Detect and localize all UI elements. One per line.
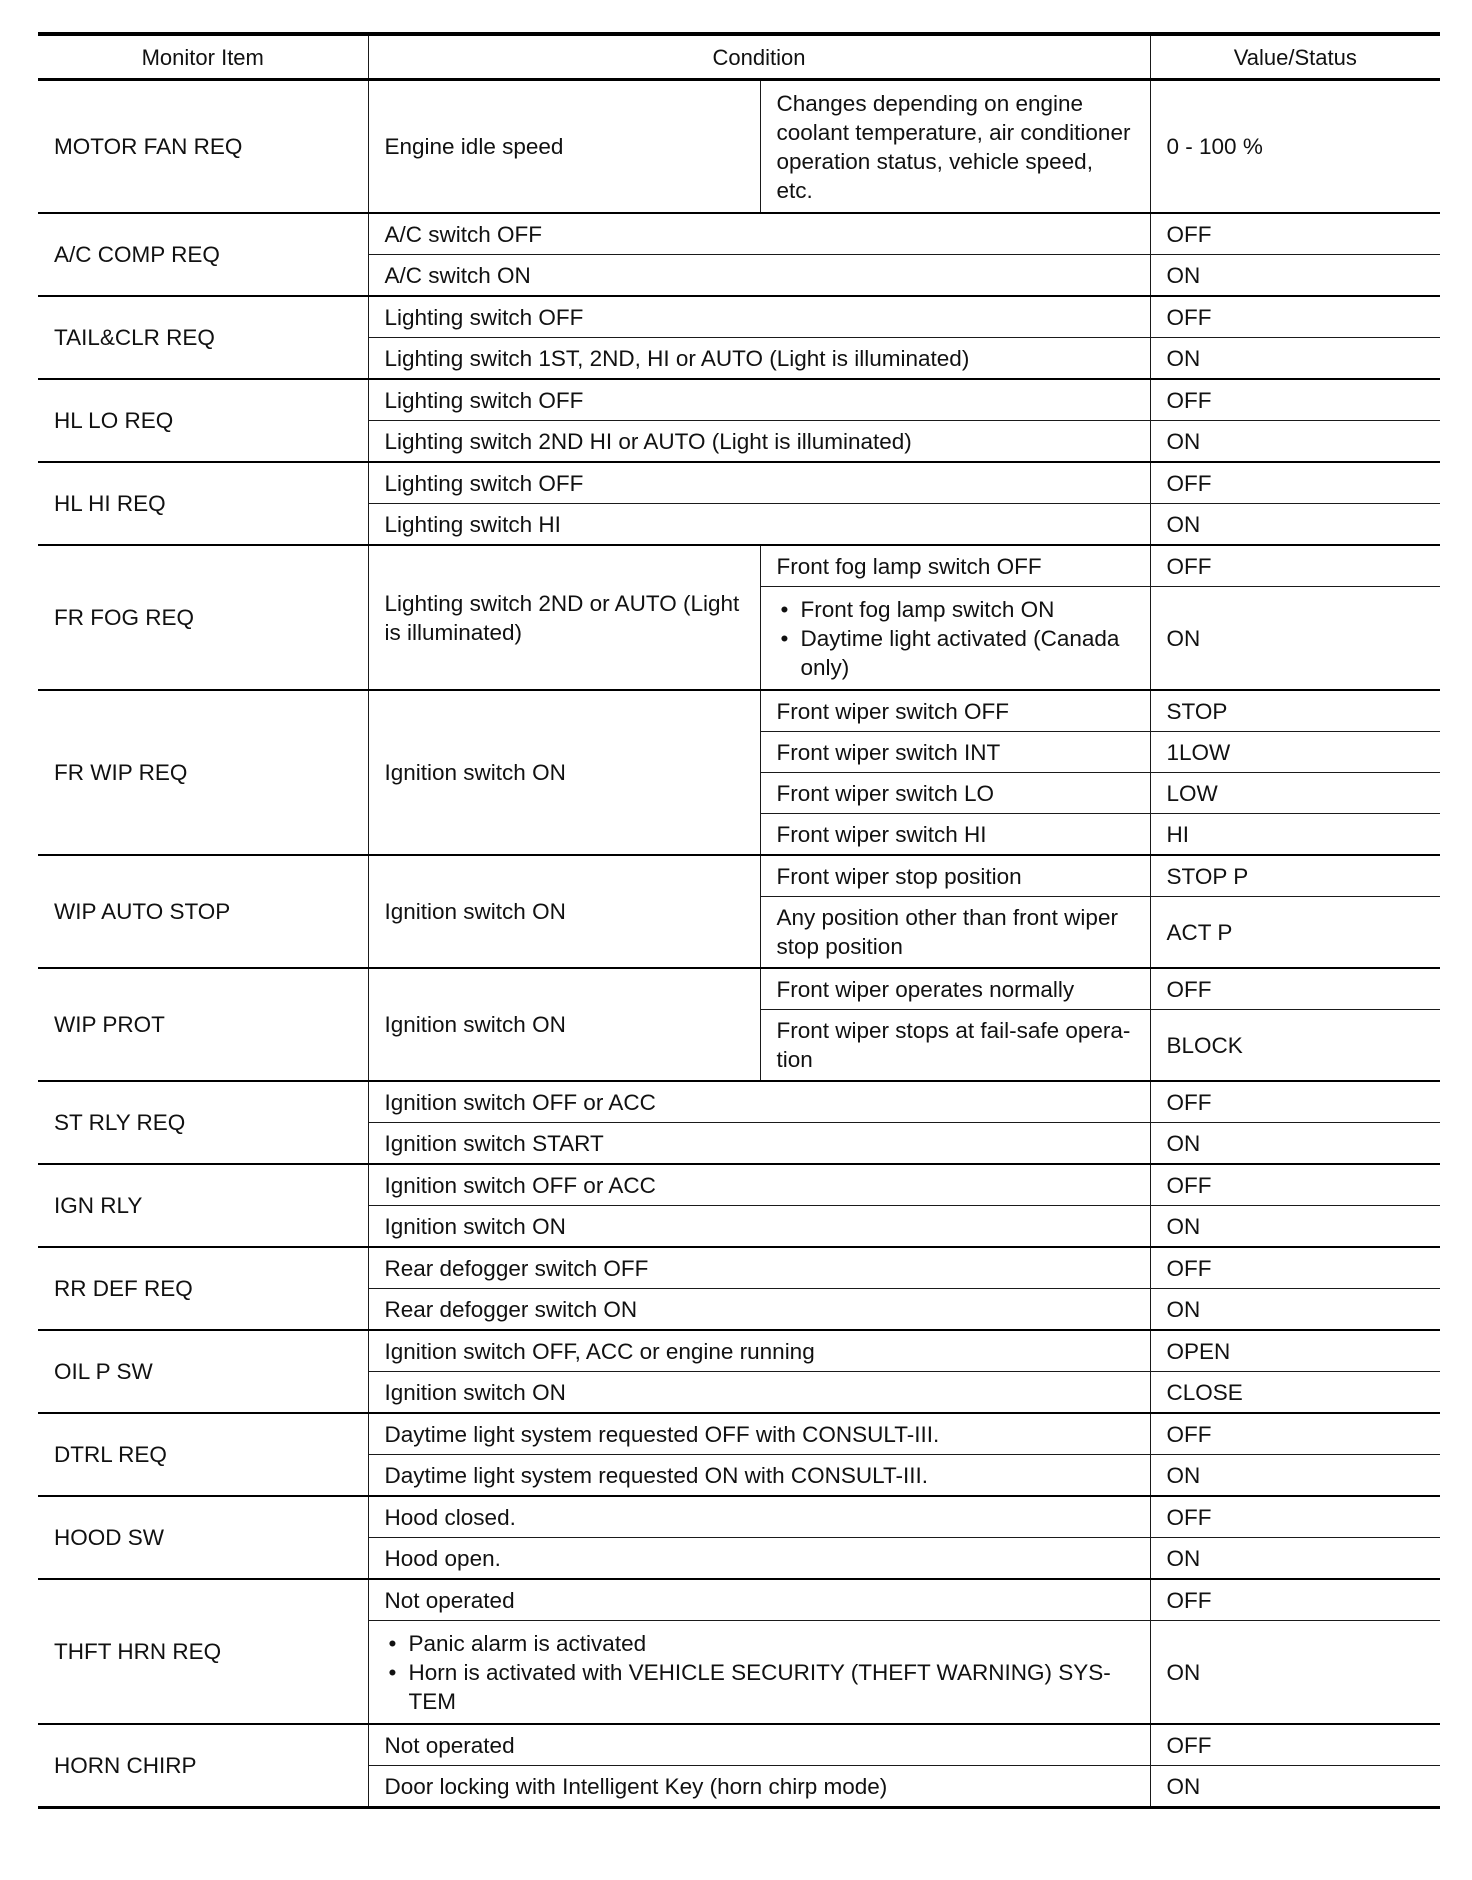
condition-cell: Ignition switch ON — [368, 968, 760, 1081]
value-cell: ON — [1150, 1206, 1440, 1248]
value-cell: CLOSE — [1150, 1372, 1440, 1414]
value-cell: STOP — [1150, 690, 1440, 732]
condition-cell: Hood closed. — [368, 1496, 1150, 1538]
value-cell: OFF — [1150, 296, 1440, 338]
table-row — [38, 80, 1440, 214]
condition-cell: Door locking with Intelligent Key (horn chirp mode) — [368, 1766, 1150, 1808]
header-condition: Condition — [368, 34, 1150, 80]
bullet-item: • Panic alarm is activated — [385, 1629, 1134, 1658]
value-cell: ON — [1150, 587, 1440, 691]
condition-cell: Lighting switch OFF — [368, 296, 1150, 338]
monitor-item-cell: WIP AUTO STOP — [38, 855, 368, 968]
condition-cell: Lighting switch OFF — [368, 379, 1150, 421]
table-row — [38, 1413, 1440, 1455]
value-cell: OFF — [1150, 1247, 1440, 1289]
value-cell: OFF — [1150, 545, 1440, 587]
condition-cell: Lighting switch 2ND HI or AUTO (Light is illuminated) — [368, 421, 1150, 463]
header-value-status: Value/Status — [1150, 34, 1440, 80]
value-cell: HI — [1150, 814, 1440, 856]
table-row — [38, 1330, 1440, 1372]
value-cell: OFF — [1150, 968, 1440, 1010]
monitor-item-cell: OIL P SW — [38, 1330, 368, 1413]
table-row — [38, 1496, 1440, 1538]
condition-cell: Lighting switch OFF — [368, 462, 1150, 504]
value-cell: ON — [1150, 1123, 1440, 1165]
condition-cell: Ignition switch OFF or ACC — [368, 1164, 1150, 1206]
condition-cell: Not operated — [368, 1724, 1150, 1766]
monitor-item-cell: RR DEF REQ — [38, 1247, 368, 1330]
condition-cell — [368, 1621, 1150, 1725]
table-row — [38, 379, 1440, 421]
sub-condition-cell — [760, 587, 1150, 691]
value-cell: LOW — [1150, 773, 1440, 814]
monitor-item-cell: A/C COMP REQ — [38, 213, 368, 296]
table-row — [38, 1164, 1440, 1206]
monitor-item-cell: HOOD SW — [38, 1496, 368, 1579]
condition-cell: Ignition switch ON — [368, 690, 760, 855]
table-row — [38, 968, 1440, 1010]
sub-condition-cell: Front wiper switch HI — [760, 814, 1150, 856]
table-row — [38, 1081, 1440, 1123]
value-cell: ACT P — [1150, 897, 1440, 969]
header-monitor-item: Monitor Item — [38, 34, 368, 80]
table-row — [38, 545, 1440, 587]
condition-cell: Rear defogger switch OFF — [368, 1247, 1150, 1289]
table-row — [38, 1579, 1440, 1621]
sub-condition-cell: Front wiper switch LO — [760, 773, 1150, 814]
value-cell: ON — [1150, 1289, 1440, 1331]
condition-cell: Engine idle speed — [368, 80, 760, 214]
value-cell: OFF — [1150, 1081, 1440, 1123]
sub-condition-cell: Front wiper switch INT — [760, 732, 1150, 773]
bullet-item: • Front fog lamp switch ON — [777, 595, 1134, 624]
sub-condition-cell: Front wiper operates normally — [760, 968, 1150, 1010]
monitor-item-cell: HORN CHIRP — [38, 1724, 368, 1808]
condition-cell: Daytime light system requested OFF with CONSULT-III. — [368, 1413, 1150, 1455]
value-cell: OFF — [1150, 1579, 1440, 1621]
condition-cell: Lighting switch HI — [368, 504, 1150, 546]
value-cell: OFF — [1150, 213, 1440, 255]
monitor-item-cell: FR WIP REQ — [38, 690, 368, 855]
condition-cell: Hood open. — [368, 1538, 1150, 1580]
bullet-item: • Daytime light activated (Canada only) — [777, 624, 1134, 682]
condition-cell: Rear defogger switch ON — [368, 1289, 1150, 1331]
sub-condition-cell: Changes depending on engine coolant temperature, air conditioner operation status, vehicle speed, etc. — [760, 80, 1150, 214]
value-cell: OPEN — [1150, 1330, 1440, 1372]
value-cell: OFF — [1150, 1496, 1440, 1538]
monitor-item-table — [38, 32, 1440, 1809]
value-cell: OFF — [1150, 1724, 1440, 1766]
condition-cell: Not operated — [368, 1579, 1150, 1621]
condition-cell: Lighting switch 1ST, 2ND, HI or AUTO (Light is illuminated) — [368, 338, 1150, 380]
condition-cell: A/C switch ON — [368, 255, 1150, 297]
condition-cell: Daytime light system requested ON with CONSULT-III. — [368, 1455, 1150, 1497]
value-cell: ON — [1150, 421, 1440, 463]
monitor-item-cell: MOTOR FAN REQ — [38, 80, 368, 214]
value-cell: OFF — [1150, 462, 1440, 504]
monitor-item-cell: DTRL REQ — [38, 1413, 368, 1496]
value-cell: 1LOW — [1150, 732, 1440, 773]
table-row — [38, 1247, 1440, 1289]
table-row — [38, 213, 1440, 255]
table-row — [38, 296, 1440, 338]
value-cell: ON — [1150, 255, 1440, 297]
monitor-item-cell: WIP PROT — [38, 968, 368, 1081]
sub-condition-cell: Front wiper stops at fail-safe opera-tion — [760, 1010, 1150, 1082]
sub-condition-cell: Any position other than front wiper stop position — [760, 897, 1150, 969]
table-row — [38, 855, 1440, 897]
sub-condition-cell: Front wiper switch OFF — [760, 690, 1150, 732]
value-cell: OFF — [1150, 1413, 1440, 1455]
condition-cell: Ignition switch OFF, ACC or engine running — [368, 1330, 1150, 1372]
bullet-list — [777, 595, 1134, 682]
condition-cell: A/C switch OFF — [368, 213, 1150, 255]
header-row — [38, 34, 1440, 80]
sub-condition-cell: Front wiper stop position — [760, 855, 1150, 897]
value-cell: ON — [1150, 1455, 1440, 1497]
monitor-item-cell: TAIL&CLR REQ — [38, 296, 368, 379]
monitor-item-cell: IGN RLY — [38, 1164, 368, 1247]
bullet-list — [385, 1629, 1134, 1716]
bullet-item: • Horn is activated with VEHICLE SECURITY (THEFT WARNING) SYS-TEM — [385, 1658, 1134, 1716]
value-cell: ON — [1150, 1766, 1440, 1808]
value-cell: 0 - 100 % — [1150, 80, 1440, 214]
condition-cell: Lighting switch 2ND or AUTO (Light is illuminated) — [368, 545, 760, 690]
monitor-item-cell: HL LO REQ — [38, 379, 368, 462]
condition-cell: Ignition switch OFF or ACC — [368, 1081, 1150, 1123]
value-cell: OFF — [1150, 379, 1440, 421]
monitor-item-cell: HL HI REQ — [38, 462, 368, 545]
value-cell: STOP P — [1150, 855, 1440, 897]
table-row — [38, 1724, 1440, 1766]
value-cell: ON — [1150, 1538, 1440, 1580]
condition-cell: Ignition switch ON — [368, 855, 760, 968]
value-cell: ON — [1150, 504, 1440, 546]
monitor-item-cell: FR FOG REQ — [38, 545, 368, 690]
monitor-item-cell: ST RLY REQ — [38, 1081, 368, 1164]
condition-cell: Ignition switch ON — [368, 1206, 1150, 1248]
value-cell: ON — [1150, 338, 1440, 380]
table-row — [38, 462, 1440, 504]
sub-condition-cell: Front fog lamp switch OFF — [760, 545, 1150, 587]
value-cell: BLOCK — [1150, 1010, 1440, 1082]
monitor-item-cell: THFT HRN REQ — [38, 1579, 368, 1724]
condition-cell: Ignition switch ON — [368, 1372, 1150, 1414]
value-cell: OFF — [1150, 1164, 1440, 1206]
condition-cell: Ignition switch START — [368, 1123, 1150, 1165]
table-row — [38, 690, 1440, 732]
value-cell: ON — [1150, 1621, 1440, 1725]
